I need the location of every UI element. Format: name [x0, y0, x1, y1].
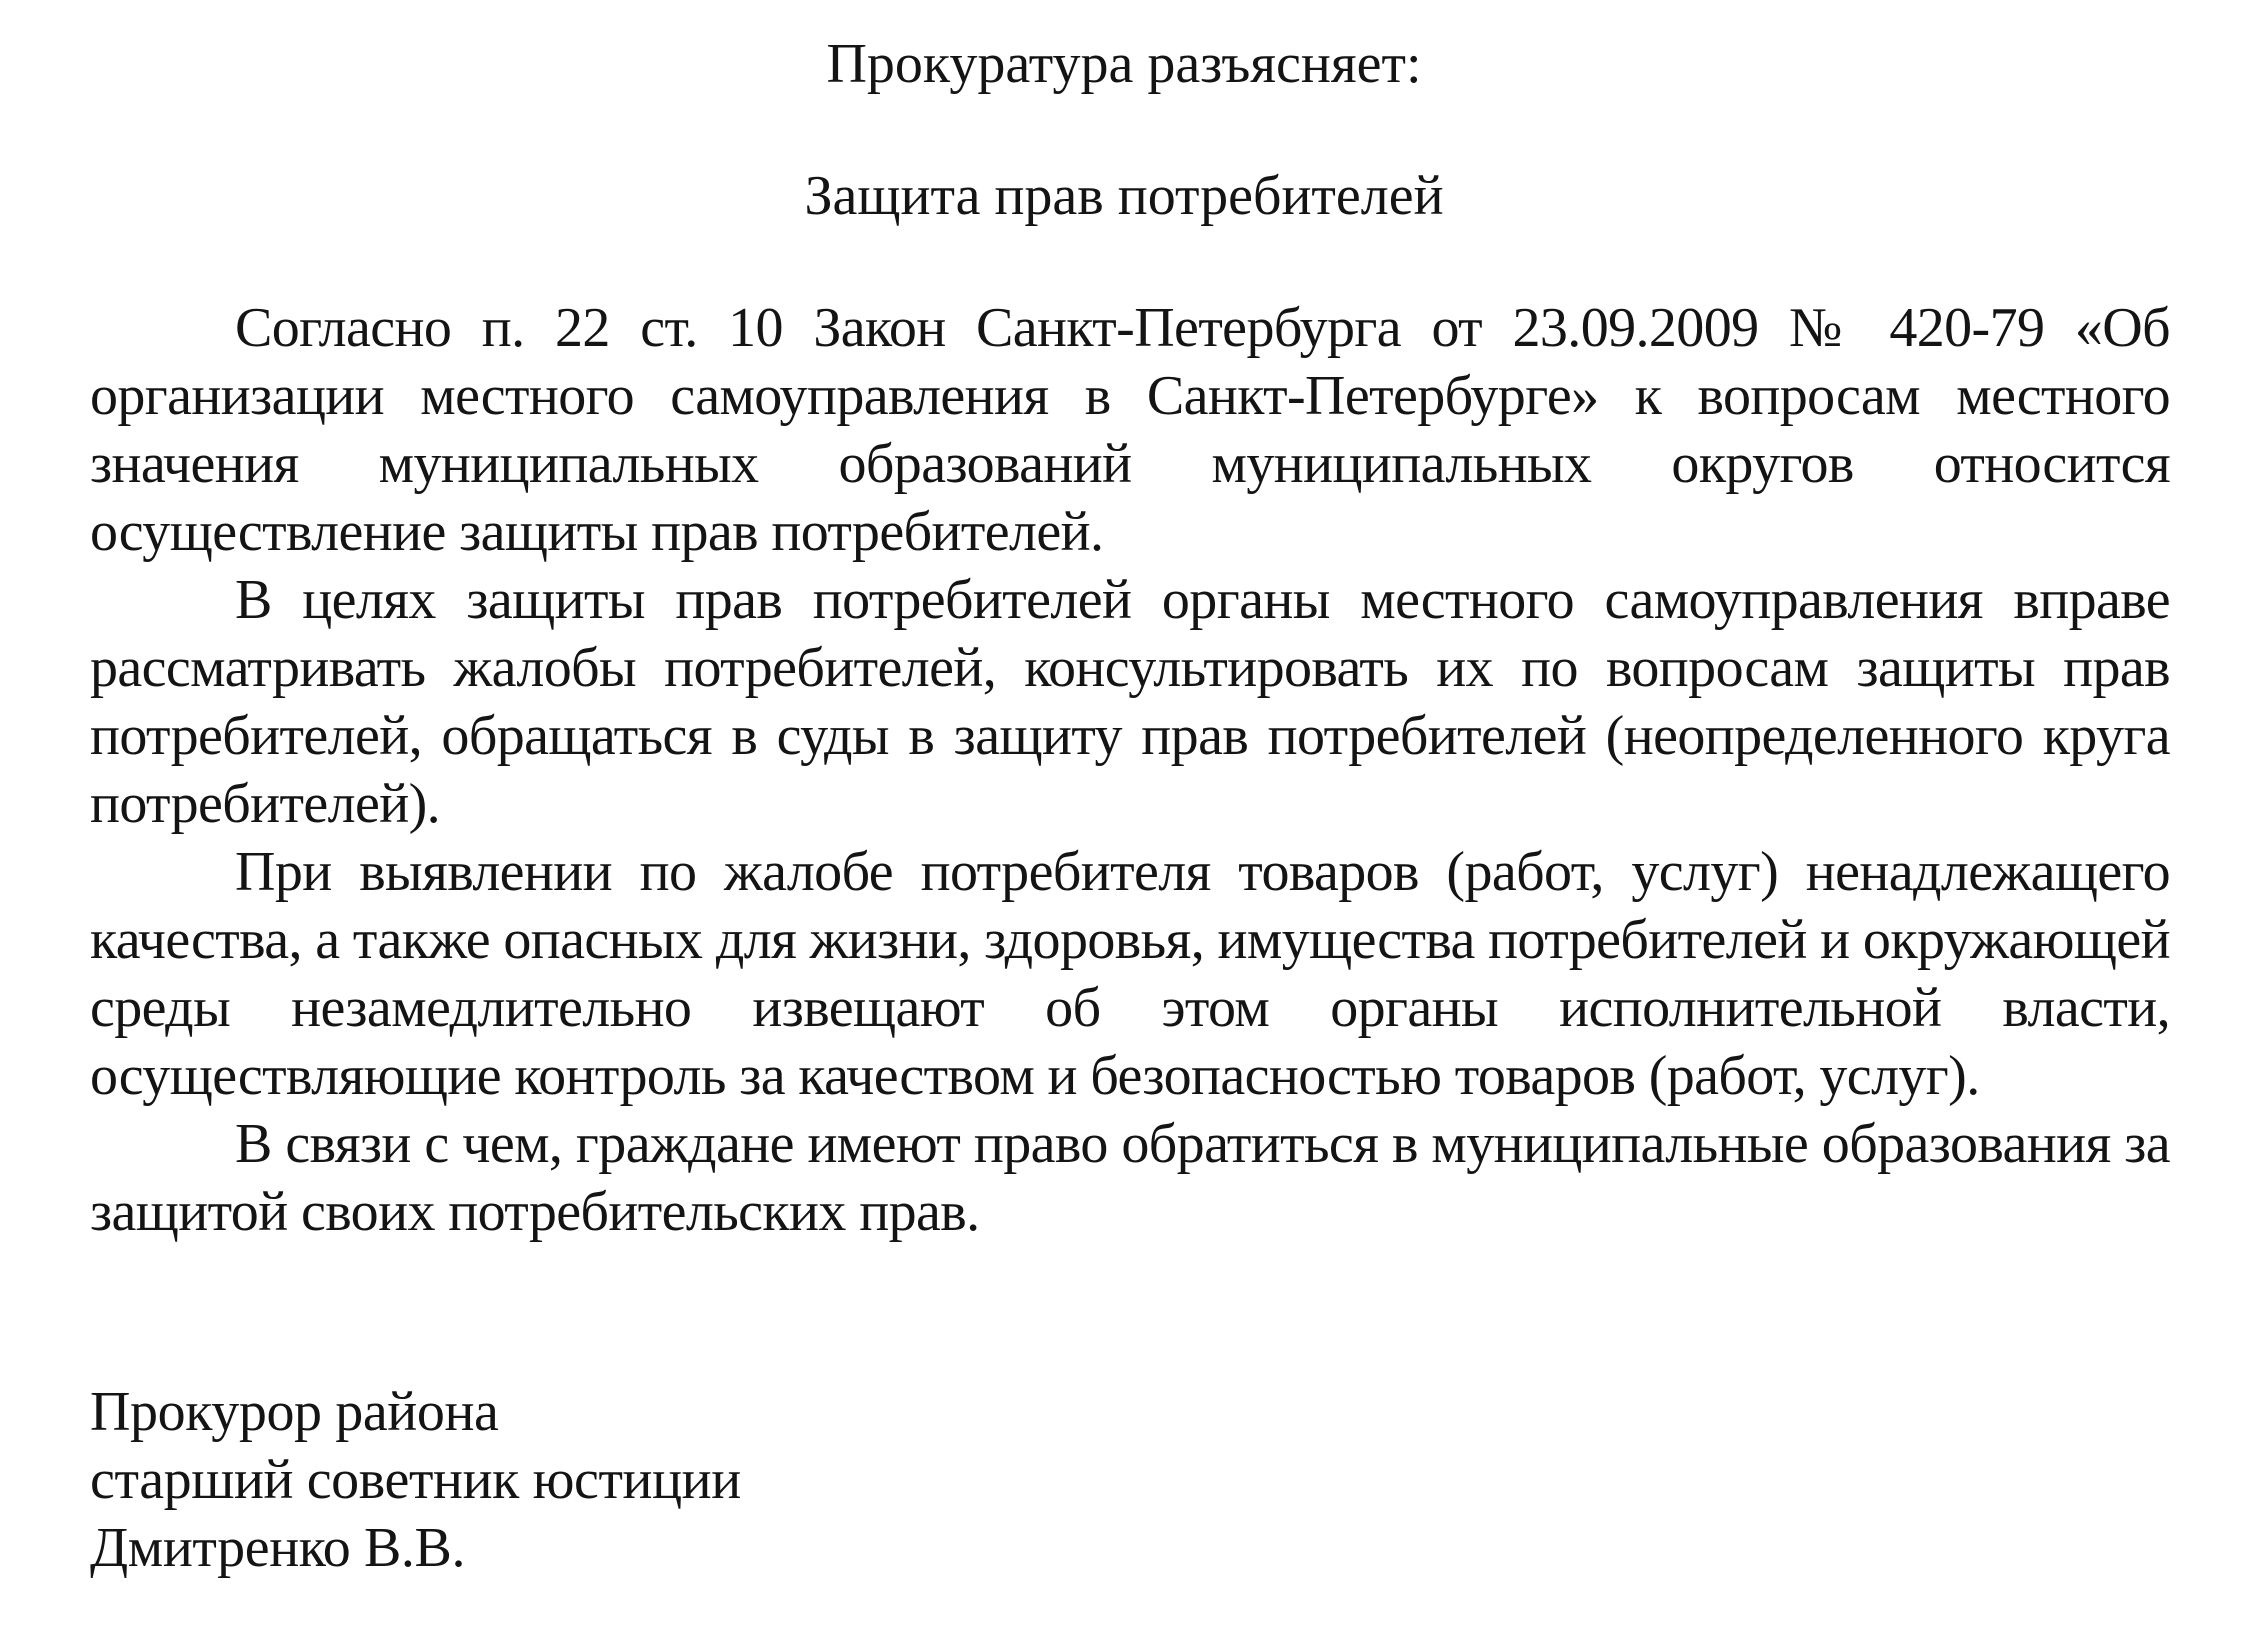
signature-block	[90, 1378, 1290, 1582]
signature-name: Дмитренко В.В.	[90, 1517, 466, 1579]
document-subtitle: Защита прав потребителей	[804, 165, 1444, 227]
signature-position: Прокурор района	[90, 1381, 499, 1443]
document-body	[90, 294, 2170, 1246]
paragraph-2: В целях защиты прав потребителей органы местного самоуправления вправе рассматривать жалобы потребителей, консультировать их по вопросам защиты прав потребителей, обращаться в суды в защиту прав потребителей (неопределенного круга потребителей).	[90, 569, 2170, 835]
document-title: Прокуратура разъясняет:	[826, 33, 1422, 95]
signature-rank: старший советник юстиции	[90, 1449, 741, 1511]
paragraph-4: В связи с чем, граждане имеют право обратиться в муниципальные образования за защитой своих потребительских прав.	[90, 1113, 2170, 1243]
paragraph-1: Согласно п. 22 ст. 10 Закон Санкт-Петербурга от 23.09.2009 № 420-79 «Об организации местного самоуправления в Санкт-Петербурге» к вопросам местного значения муниципальных образований муниципальных округов относится осуществление защиты прав потребителей.	[90, 297, 2170, 563]
paragraph-3: При выявлении по жалобе потребителя товаров (работ, услуг) ненадлежащего качества, а также опасных для жизни, здоровья, имущества потребителей и окружающей среды незамедлительно извещают об этом органы исполнительной власти, осуществляющие контроль за качеством и безопасностью товаров (работ, услуг).	[90, 841, 2170, 1107]
